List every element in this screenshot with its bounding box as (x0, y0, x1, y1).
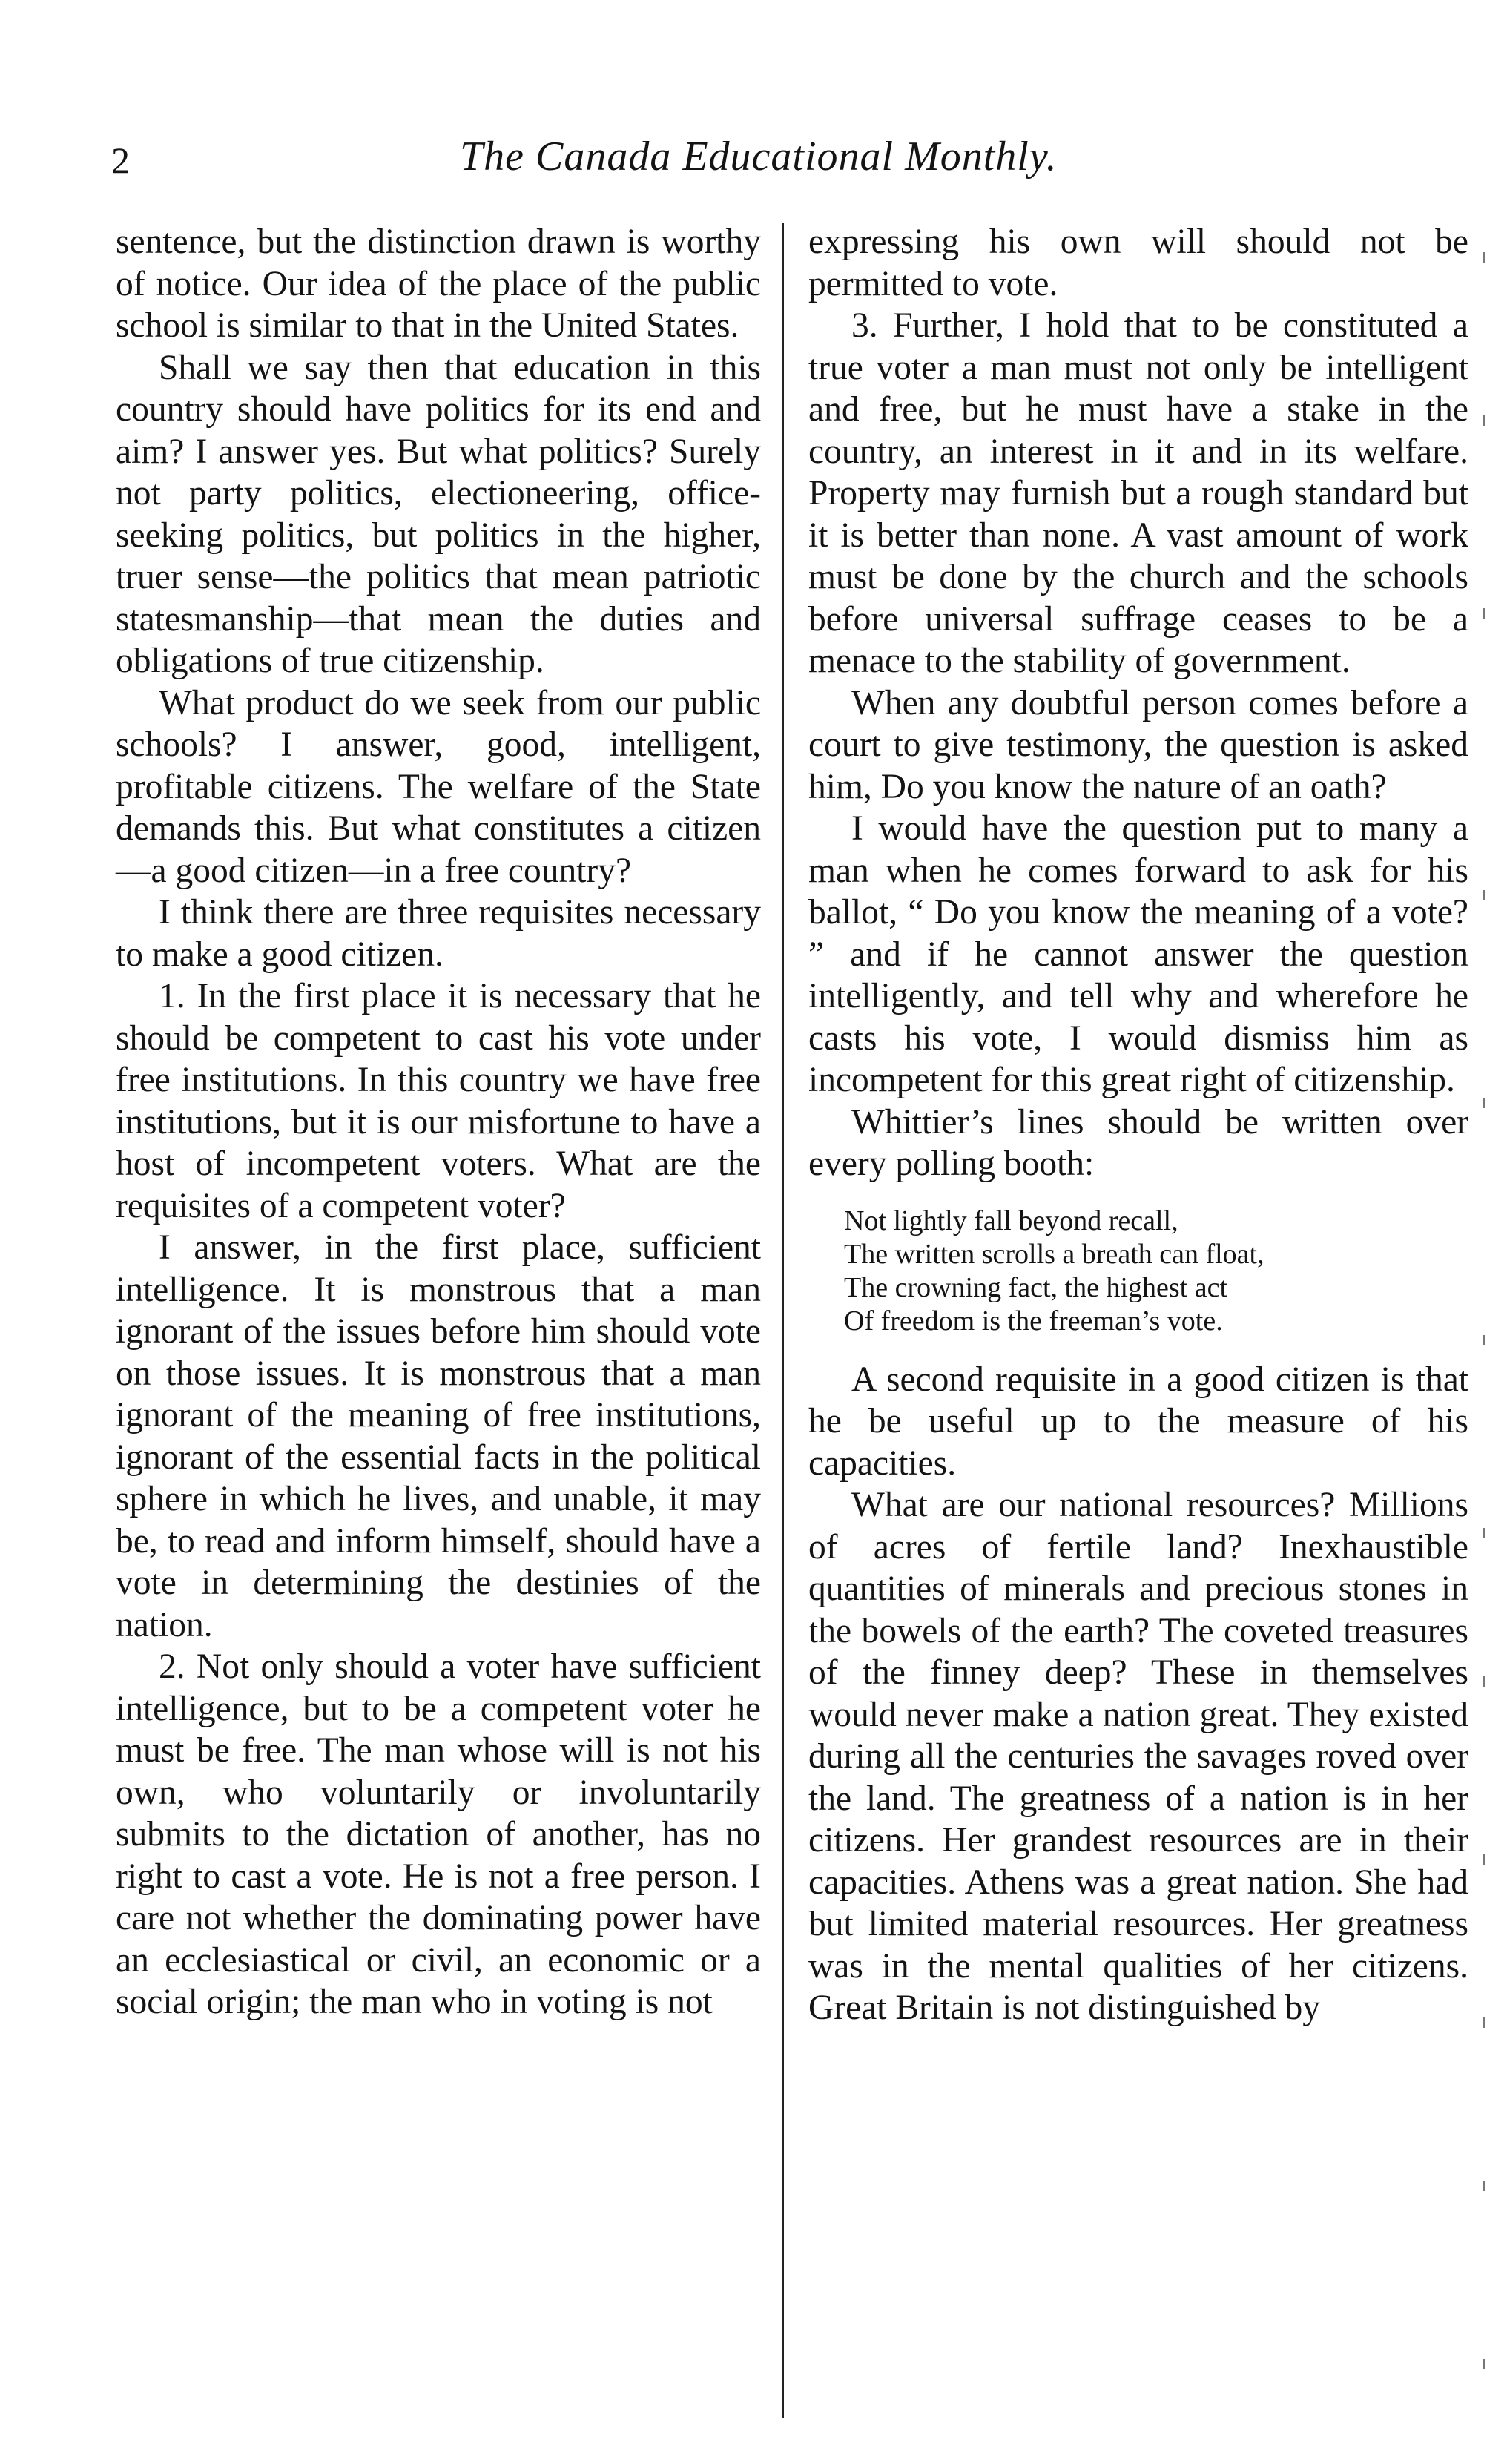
right-column (808, 221, 1468, 2029)
paragraph: 3. Further, I hold that to be constituted a true voter a man must not only be intelligent and free, but he must have a stake in the country, an interest in it and in its welfare. Property may furnish but a rough standard but it is better than none. A vast amount of work must be done by the church and the schools before universal suffrage ceases to be a menace to the stability of government. (808, 306, 1468, 680)
paragraph: 1. In the first place it is necessary that he should be competent to cast his vote under free institutions. In this country we have free institutions, but it is our misfortune to have a host of incompetent voters. What are the requisites of a competent voter? (116, 977, 761, 1225)
page-number: 2 (111, 139, 130, 181)
paragraph: I think there are three requisites necessary to make a good citizen. (116, 893, 761, 974)
page-edge-speckle (1474, 223, 1504, 2433)
paragraph: When any doubtful person comes before a court to give testimony, the question is asked him, Do you know the nature of an oath? (808, 683, 1468, 806)
left-column (116, 221, 761, 2023)
paragraph: What product do we seek from our public schools? I answer, good, intelligent, profitable citizens. The welfare of the State demands this. But what constitutes a citizen—a good citizen—in a free country? (116, 683, 761, 890)
column-divider (782, 223, 784, 2418)
paragraph: A second requisite in a good citizen is that he be useful up to the measure of his capacities. (808, 1360, 1468, 1483)
poem-quote (844, 1205, 1468, 1338)
poem-line: Of freedom is the freeman’s vote. (844, 1305, 1223, 1337)
paragraph: expressing his own will should not be permitted to vote. (808, 223, 1468, 303)
paragraph: What are our national resources? Millions of acres of fertile land? Inexhaustible quantities of minerals and precious stones in the bowels of the earth? The coveted treasures of the finney deep? These in themselves would never make a nation great. They existed during all the centuries the savages roved over the land. The greatness of a nation is in her citizens. Her grandest resources are in their capacities. Athens was a great nation. She had but limited material resources. Her greatness was in the mental qualities of her citizens. Great Britain is not distinguished by (808, 1486, 1468, 2027)
paragraph: I answer, in the first place, sufficient intelligence. It is monstrous that a man ignorant of the issues before him should vote on those issues. It is monstrous that a man ignorant of the meaning of free institutions, ignorant of the essential facts in the political sphere in which he lives, and unable, it may be, to read and inform himself, should have a vote in determining the destinies of the nation. (116, 1228, 761, 1644)
paragraph: Whittier’s lines should be written over every polling booth: (808, 1102, 1468, 1183)
poem-line: Not lightly fall beyond recall, (844, 1205, 1178, 1236)
paragraph: Shall we say then that education in this country should have politics for its end and aim? I answer yes. But what politics? Surely not party politics, electioneering, office-seeking politics, but politics in the higher, truer sense—the politics that mean patriotic statesmanship—that mean the duties and obligations of true citizenship. (116, 348, 761, 680)
poem-line: The crowning fact, the highest act (844, 1271, 1228, 1303)
paragraph: 2. Not only should a voter have sufficient intelligence, but to be a competent voter he must be free. The man whose will is not his own, who voluntarily or involuntarily submits to the dictation of another, has no right to cast a vote. He is not a free person. I care not whether the dominating power have an ecclesiastical or civil, an economic or a social origin; the man who in voting is not (116, 1647, 761, 2021)
paragraph: sentence, but the distinction drawn is worthy of notice. Our idea of the place of the public school is similar to that in the United States. (116, 223, 761, 345)
paragraph: I would have the question put to many a man when he comes forward to ask for his ballot, “ Do you know the meaning of a vote? ” and if he cannot answer the question intelligently, and tell why and wherefore he casts his vote, I would dismiss him as incompetent for this great right of citizenship. (808, 809, 1468, 1099)
poem-line: The written scrolls a breath can float, (844, 1238, 1264, 1270)
running-title: The Canada Educational Monthly. (460, 134, 1058, 179)
